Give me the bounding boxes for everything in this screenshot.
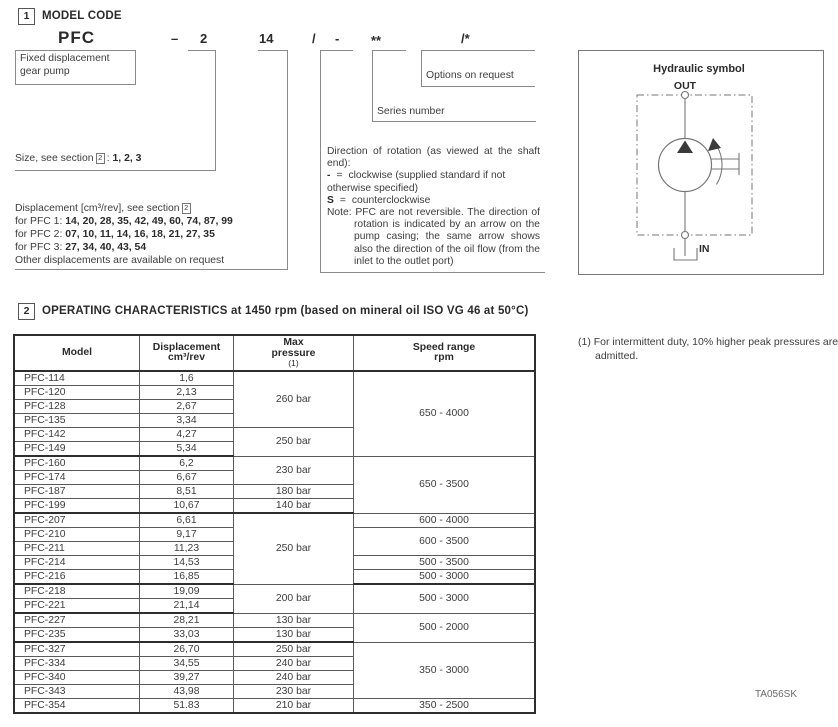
- speed-cell: 600 - 3500: [354, 528, 536, 556]
- pressure-cell: 130 bar: [234, 628, 354, 643]
- model-cell: PFC-207: [14, 513, 140, 528]
- displacement-row-prefix: for PFC 2:: [15, 229, 66, 241]
- rotation-cw-eq: =: [336, 170, 343, 182]
- rotation-note-text: PFC are not reversible. The direction of rotation is indicated by an arrow on the pump casing; the same arrow shows also the direction of the oil flow (from the inlet to the outlet port): [354, 207, 540, 267]
- rotation-cw-line: [327, 170, 540, 194]
- model-cell: PFC-135: [14, 414, 140, 428]
- rotation-cw-text: clockwise (supplied standard if not otherwise specified): [327, 170, 506, 194]
- speed-cell: 500 - 2000: [354, 613, 536, 642]
- displacement-cell: 34,55: [140, 657, 234, 671]
- code-prefix: PFC: [58, 28, 95, 47]
- col-header-line: Model: [61, 346, 92, 358]
- model-cell: PFC-340: [14, 671, 140, 685]
- connector-line: [215, 50, 216, 171]
- model-cell: PFC-210: [14, 528, 140, 542]
- displacement-cell: 5,34: [140, 442, 234, 457]
- in-port-icon: [682, 232, 689, 239]
- model-cell: PFC-187: [14, 485, 140, 499]
- connector-line: [320, 272, 545, 273]
- displacement-rows: [15, 215, 305, 254]
- displacement-cell: 2,13: [140, 386, 234, 400]
- displacement-cell: 39,27: [140, 671, 234, 685]
- pressure-cell: 240 bar: [234, 657, 354, 671]
- table-row: [14, 699, 535, 714]
- table-row: [14, 513, 535, 528]
- table-row: [14, 456, 535, 471]
- connector-line: [188, 50, 216, 51]
- pressure-cell: 130 bar: [234, 613, 354, 628]
- section-ref-icon: 2: [182, 203, 191, 214]
- size-values: 1, 2, 3: [112, 153, 142, 164]
- displacement-cell: 6,67: [140, 471, 234, 485]
- col-header-model: [14, 335, 140, 371]
- connector-line: [372, 121, 536, 122]
- displacement-cell: 14,53: [140, 556, 234, 570]
- rotation-note: [327, 207, 540, 268]
- displacement-block: [15, 202, 305, 267]
- displacement-row: [15, 215, 305, 228]
- displacement-row-prefix: for PFC 1:: [15, 216, 66, 228]
- code-series: **: [371, 33, 382, 48]
- op-table-header-row: [14, 335, 535, 371]
- displacement-cell: 28,21: [140, 613, 234, 628]
- model-cell: PFC-218: [14, 584, 140, 599]
- displacement-footer: Other displacements are available on request: [15, 255, 225, 267]
- table-row: [14, 584, 535, 599]
- rotation-intro: Direction of rotation (as viewed at the shaft end):: [327, 146, 540, 170]
- code-options: /*: [461, 31, 470, 46]
- col-header-line: (1): [288, 358, 299, 368]
- displacement-cell: 3,34: [140, 414, 234, 428]
- displacement-cell: 11,23: [140, 542, 234, 556]
- speed-cell: 500 - 3000: [354, 570, 536, 585]
- options-label: Options on request: [426, 70, 514, 81]
- model-cell: PFC-174: [14, 471, 140, 485]
- connector-line: [258, 50, 288, 51]
- size-label-text: Size, see section: [15, 153, 94, 164]
- model-cell: PFC-128: [14, 400, 140, 414]
- hydraulic-symbol-box: [578, 50, 824, 275]
- model-cell: PFC-199: [14, 499, 140, 514]
- displacement-cell: 43,98: [140, 685, 234, 699]
- displacement-cell: 6,2: [140, 456, 234, 471]
- size-label: [15, 152, 141, 165]
- out-port-icon: [682, 92, 689, 99]
- displacement-row: [15, 228, 305, 241]
- code-dash: –: [171, 31, 179, 46]
- table-row: [14, 642, 535, 657]
- table-row: [14, 371, 535, 386]
- displacement-cell: 1,6: [140, 371, 234, 386]
- displacement-cell: 21,14: [140, 599, 234, 614]
- connector-line: [320, 50, 321, 273]
- pressure-cell: 230 bar: [234, 685, 354, 699]
- model-cell: PFC-216: [14, 570, 140, 585]
- model-cell: PFC-354: [14, 699, 140, 714]
- displacement-row-values: 07, 10, 11, 14, 16, 18, 21, 27, 35: [65, 229, 215, 241]
- model-cell: PFC-214: [14, 556, 140, 570]
- displacement-cell: 10,67: [140, 499, 234, 514]
- connector-line: [320, 50, 353, 51]
- code-size: 2: [200, 31, 208, 46]
- col-header-line: pressure: [271, 347, 316, 359]
- displacement-cell: 16,85: [140, 570, 234, 585]
- speed-cell: 600 - 4000: [354, 513, 536, 528]
- connector-line: [421, 50, 535, 51]
- rotation-ccw-symbol: S: [327, 194, 334, 206]
- operating-characteristics-table: [13, 334, 536, 714]
- col-header-speed: [354, 335, 536, 371]
- pressure-cell: 210 bar: [234, 699, 354, 714]
- speed-cell: 650 - 3500: [354, 456, 536, 513]
- speed-cell: 500 - 3500: [354, 556, 536, 570]
- rotation-block: [327, 146, 540, 268]
- model-cell: PFC-142: [14, 428, 140, 442]
- displacement-row-values: 27, 34, 40, 43, 54: [65, 242, 147, 254]
- rotation-arrow-icon: [717, 146, 723, 185]
- connector-line: [15, 269, 288, 270]
- displacement-cell: 33,03: [140, 628, 234, 643]
- section-2-number: 2: [18, 303, 35, 320]
- table-row: [14, 613, 535, 628]
- section-2-title: OPERATING CHARACTERISTICS at 1450 rpm (based on mineral oil ISO VG 46 at 50°C): [42, 305, 529, 317]
- rotation-ccw-eq: =: [339, 194, 346, 206]
- connector-line: [15, 170, 216, 171]
- connector-line: [421, 50, 422, 87]
- speed-cell: 650 - 4000: [354, 371, 536, 456]
- pressure-cell: 230 bar: [234, 456, 354, 485]
- model-cell: PFC-235: [14, 628, 140, 643]
- rotation-ccw-text: counterclockwise: [351, 194, 431, 206]
- col-header-line: Displacement: [152, 341, 221, 353]
- code-rotation: -: [335, 31, 340, 46]
- hydraulic-symbol-title: Hydraulic symbol: [653, 63, 745, 75]
- model-cell: PFC-120: [14, 386, 140, 400]
- displacement-cell: 6,61: [140, 513, 234, 528]
- pressure-cell: 140 bar: [234, 499, 354, 514]
- pump-type-label: Fixed displacement gear pump: [15, 50, 136, 85]
- model-cell: PFC-160: [14, 456, 140, 471]
- model-cell: PFC-343: [14, 685, 140, 699]
- model-cell: PFC-221: [14, 599, 140, 614]
- pressure-footnote: (1) For intermittent duty, 10% higher peak pressures are admitted.: [578, 336, 838, 362]
- col-header-line: Max: [283, 337, 304, 348]
- document-code: TA056SK: [754, 689, 797, 700]
- model-cell: PFC-327: [14, 642, 140, 657]
- model-cell: PFC-211: [14, 542, 140, 556]
- code-displacement: 14: [259, 31, 274, 46]
- displacement-cell: 4,27: [140, 428, 234, 442]
- col-header-line: cm³/rev: [168, 352, 205, 363]
- displacement-cell: 51.83: [140, 699, 234, 714]
- displacement-cell: 2,67: [140, 400, 234, 414]
- model-cell: PFC-149: [14, 442, 140, 457]
- pressure-cell: 260 bar: [234, 371, 354, 428]
- pressure-cell: 240 bar: [234, 671, 354, 685]
- speed-cell: 350 - 2500: [354, 699, 536, 714]
- pressure-cell: 250 bar: [234, 428, 354, 457]
- code-slash: /: [312, 31, 316, 46]
- displacement-label: [15, 202, 305, 215]
- in-label: IN: [699, 243, 710, 255]
- section-1-title: MODEL CODE: [42, 10, 122, 22]
- connector-line: [372, 50, 373, 122]
- col-header-line: rpm: [434, 352, 454, 363]
- model-cell: PFC-334: [14, 657, 140, 671]
- out-label: OUT: [673, 80, 697, 92]
- rotation-note-label: Note:: [327, 207, 352, 219]
- size-colon: :: [106, 153, 113, 164]
- model-cell: PFC-114: [14, 371, 140, 386]
- displacement-cell: 8,51: [140, 485, 234, 499]
- displacement-cell: 19,09: [140, 584, 234, 599]
- connector-line: [372, 50, 406, 51]
- pressure-cell: 250 bar: [234, 513, 354, 584]
- displacement-cell: 26,70: [140, 642, 234, 657]
- speed-cell: 350 - 3000: [354, 642, 536, 699]
- section-ref-icon: 2: [96, 153, 105, 164]
- speed-cell: 500 - 3000: [354, 584, 536, 613]
- connector-line: [421, 86, 535, 87]
- pressure-cell: 250 bar: [234, 642, 354, 657]
- rotation-ccw-line: [327, 195, 540, 207]
- col-header-displacement: [140, 335, 234, 371]
- hydraulic-symbol-drawing: [579, 51, 821, 272]
- pressure-cell: 180 bar: [234, 485, 354, 499]
- op-table-body: [14, 371, 535, 713]
- displacement-cell: 9,17: [140, 528, 234, 542]
- model-cell: PFC-227: [14, 613, 140, 628]
- displacement-label-text: Displacement [cm³/rev], see section: [15, 203, 180, 214]
- col-header-line: Speed range: [412, 341, 476, 353]
- col-header-pressure: [234, 335, 354, 371]
- rotation-cw-symbol: -: [327, 170, 331, 182]
- section-1-number: 1: [18, 8, 35, 25]
- displacement-row-prefix: for PFC 3:: [15, 242, 66, 254]
- displacement-row: [15, 241, 305, 254]
- pressure-cell: 200 bar: [234, 584, 354, 613]
- displacement-row-values: 14, 20, 28, 35, 42, 49, 60, 74, 87, 99: [65, 216, 233, 228]
- series-label: Series number: [377, 106, 445, 117]
